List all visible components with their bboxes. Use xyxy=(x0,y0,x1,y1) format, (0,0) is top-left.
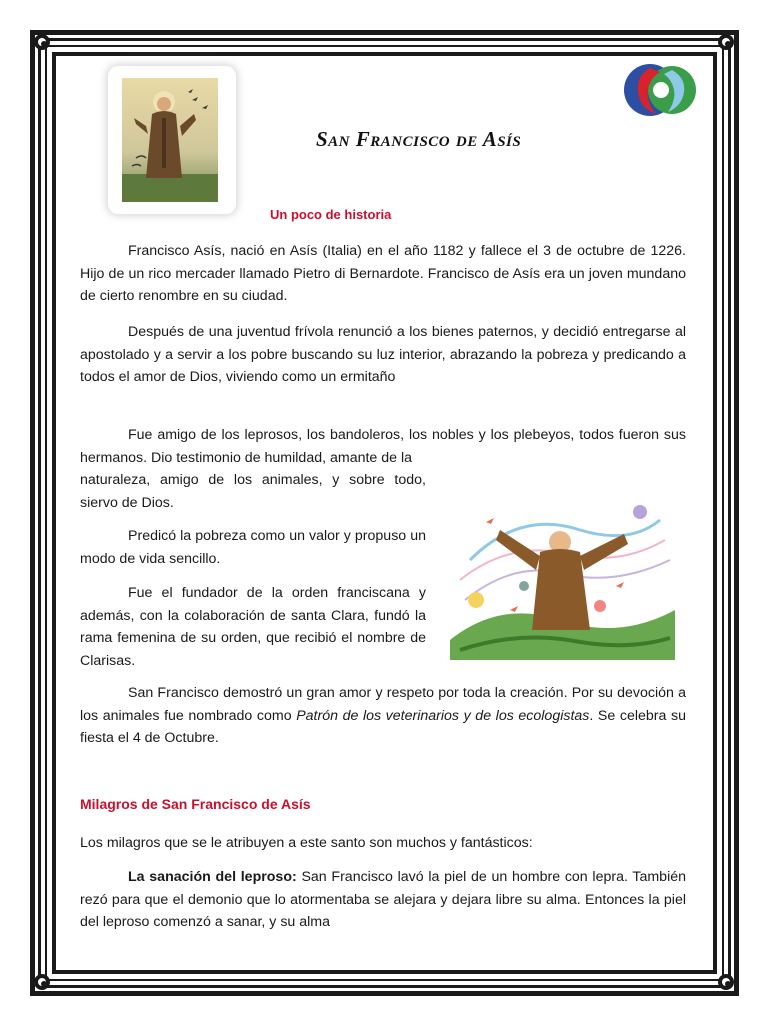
frame-corner-ornament xyxy=(34,34,50,50)
saint-portrait-image xyxy=(122,78,218,202)
frame-corner-ornament xyxy=(718,974,734,990)
miracles-intro: Los milagros que se le atribuyen a este santo son muchos y fantásticos: xyxy=(80,835,533,851)
saint-with-birds-illustration xyxy=(440,490,680,660)
paragraph-1 xyxy=(80,240,686,308)
page-title: San Francisco de Asís xyxy=(316,127,522,151)
paragraph-6-text: San Francisco demostró un gran amor y respeto por toda la creación. Por su devoción a los animales fue nombrado como xyxy=(80,685,686,724)
paragraph-2 xyxy=(80,321,686,389)
paragraph-4-text: Predicó la pobreza como un valor y propuso un modo de vida sencillo. xyxy=(80,528,426,567)
paragraph-5 xyxy=(80,582,426,672)
paragraph-6-emphasis: Patrón de los veterinarios y de los ecologistas xyxy=(296,707,590,724)
paragraph-2-text: Después de una juventud frívola renunció a los bienes paternos, y decidió entregarse al apostolado y a servir a los pobre buscando su luz interior, abrazando la pobreza y predicando a todos el amor de Dios, viviendo como un ermitaño xyxy=(80,324,686,385)
paragraph-4 xyxy=(80,525,426,570)
heads-profile-logo-icon xyxy=(616,58,706,124)
miracle-paragraph xyxy=(80,866,686,934)
saint-portrait-card xyxy=(108,66,236,214)
frame-corner-ornament xyxy=(718,34,734,50)
frame-corner-ornament xyxy=(34,974,50,990)
miracle-text: San Francisco lavó la piel de un hombre con lepra. También rezó para que el demonio que lo atormentaba se alejara y dejara libre su alma. Entonces la piel del leproso comenzó a sanar, y su alma xyxy=(80,869,686,930)
paragraph-3a xyxy=(80,424,686,469)
paragraph-5-text: Fue el fundador de la orden franciscana y además, con la colaboración de santa Clara, fundó la rama femenina de su orden, que recibió el nombre de Clarisas. xyxy=(80,585,426,669)
paragraph-1-text: Francisco Asís, nació en Asís (Italia) en el año 1182 y fallece el 3 de octubre de 1226. Hijo de un rico mercader llamado Pietro di Bernardote. Francisco de Asís era un joven mundano de cierto renombre en su ciudad. xyxy=(80,243,686,304)
paragraph-3b: naturaleza, amigo de los animales, y sobre todo, siervo de Dios. xyxy=(80,472,426,511)
paragraph-3a-text: Fue amigo de los leprosos, los bandoleros, los nobles y los plebeyos, todos fueron sus hermanos. Dio testimonio de humildad, amante de la xyxy=(80,427,686,466)
paragraph-6 xyxy=(80,682,686,750)
miracles-heading: Milagros de San Francisco de Asís xyxy=(80,796,311,812)
section-subtitle: Un poco de historia xyxy=(270,207,392,222)
paragraph-6-end: . Se celebra su fiesta el 4 de Octubre. xyxy=(80,707,686,746)
miracle-label: La sanación del leproso: xyxy=(128,869,297,885)
